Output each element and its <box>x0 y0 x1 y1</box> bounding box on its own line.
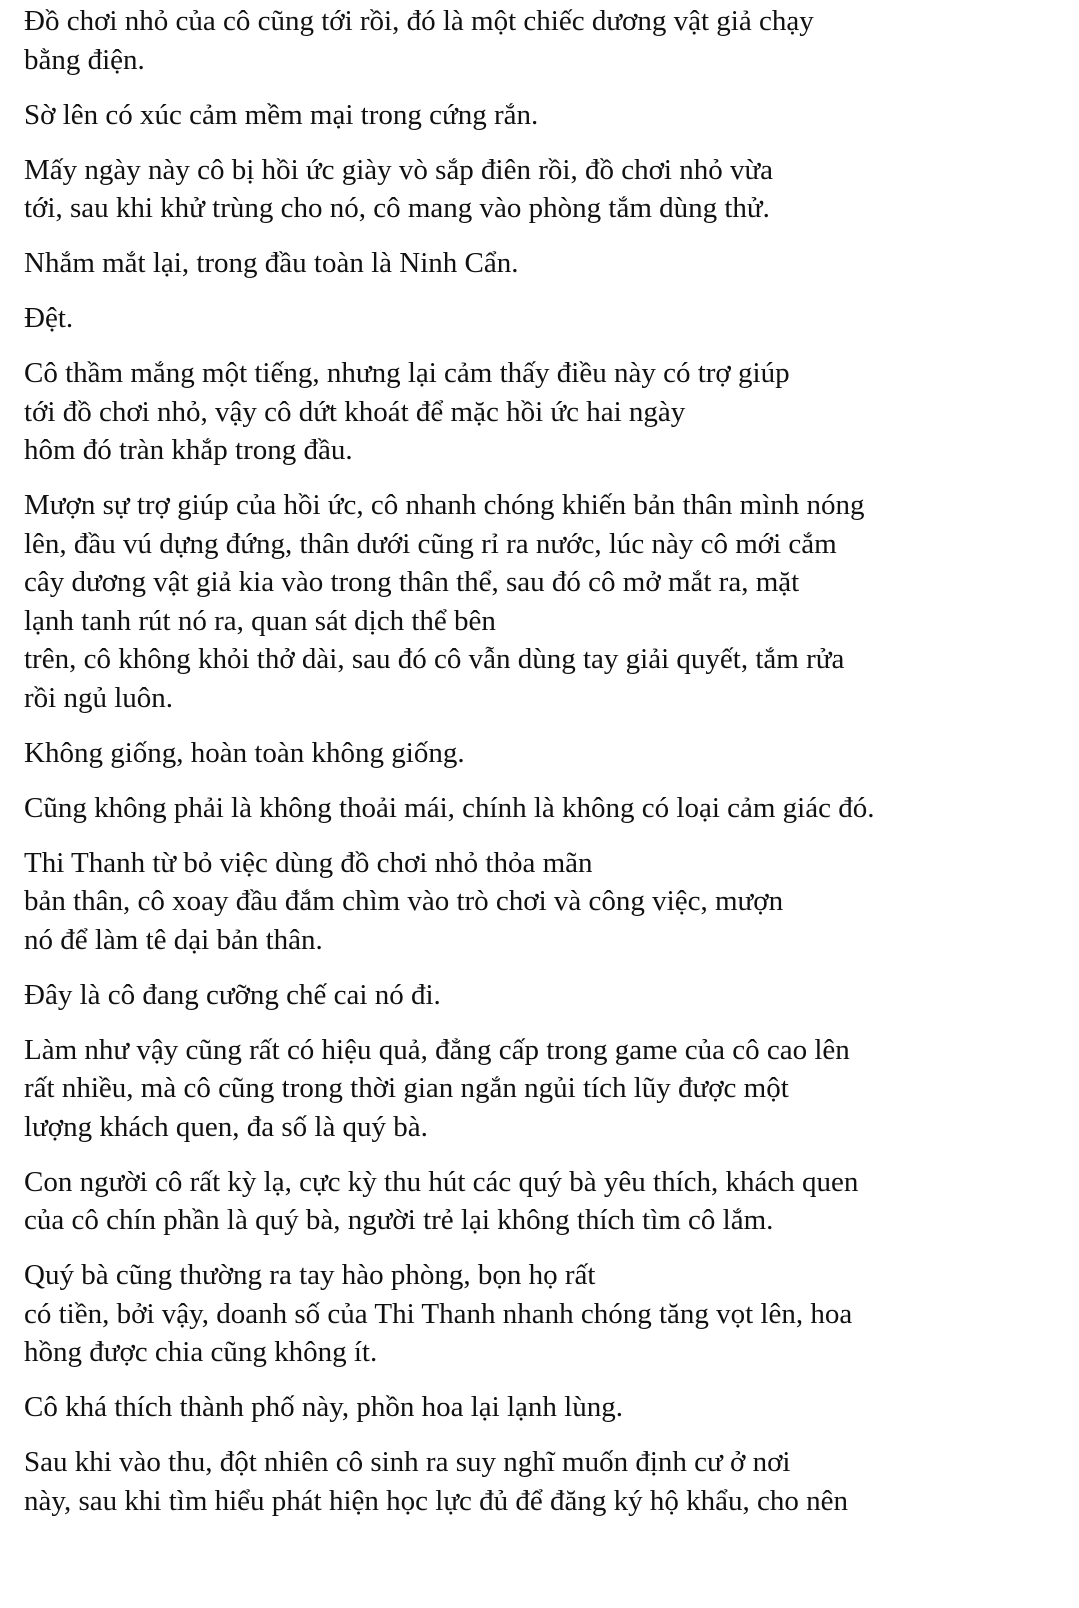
text-line: cây dương vật giả kia vào trong thân thể, sau đó cô mở mắt ra, mặt <box>24 566 800 598</box>
paragraph-5 <box>24 299 1079 338</box>
text-line: Đồ chơi nhỏ của cô cũng tới rồi, đó là một chiếc dương vật giả chạy <box>24 5 814 37</box>
text-line: Mấy ngày này cô bị hồi ức giày vò sắp điên rồi, đồ chơi nhỏ vừa <box>24 153 774 186</box>
text-line: tới đồ chơi nhỏ, vậy cô dứt khoát để mặc hồi ức hai ngày <box>24 395 686 428</box>
paragraph-7 <box>24 486 1079 717</box>
text-line: bản thân, cô xoay đầu đắm chìm vào trò chơi và công việc, mượn <box>24 885 784 917</box>
paragraph-6 <box>24 354 1079 470</box>
text-line: trên, cô không khỏi thở dài, sau đó cô vẫn dùng tay giải quyết, tắm rửa <box>24 643 845 675</box>
paragraph-10 <box>24 844 1079 960</box>
text-line: tới, sau khi khử trùng cho nó, cô mang vào phòng tắm dùng thử. <box>24 192 770 224</box>
paragraph-1 <box>24 2 1079 79</box>
text-line: Không giống, hoàn toàn không giống. <box>24 736 465 769</box>
paragraph-14 <box>24 1256 1079 1372</box>
paragraph-8 <box>24 734 1079 773</box>
paragraph-11 <box>24 976 1079 1015</box>
paragraph-13 <box>24 1163 1079 1240</box>
text-line: Sau khi vào thu, đột nhiên cô sinh ra suy nghĩ muốn định cư ở nơi <box>24 1446 791 1478</box>
text-line: hồng được chia cũng không ít. <box>24 1336 378 1368</box>
text-line: Con người cô rất kỳ lạ, cực kỳ thu hút các quý bà yêu thích, khách quen <box>24 1165 859 1198</box>
paragraph-3 <box>24 151 1079 228</box>
text-line: này, sau khi tìm hiểu phát hiện học lực đủ để đăng ký hộ khẩu, cho nên <box>24 1484 849 1517</box>
text-line: lượng khách quen, đa số là quý bà. <box>24 1110 428 1143</box>
text-line: có tiền, bởi vậy, doanh số của Thi Thanh nhanh chóng tăng vọt lên, hoa <box>24 1297 853 1330</box>
paragraph-15 <box>24 1388 1079 1427</box>
text-line: Đây là cô đang cưỡng chế cai nó đi. <box>24 978 441 1011</box>
paragraph-9 <box>24 789 1079 828</box>
text-line: Cô khá thích thành phố này, phồn hoa lại lạnh lùng. <box>24 1391 623 1423</box>
text-line: Sờ lên có xúc cảm mềm mại trong cứng rắn. <box>24 98 539 131</box>
text-line: của cô chín phần là quý bà, người trẻ lại không thích tìm cô lắm. <box>24 1204 774 1236</box>
text-line: Làm như vậy cũng rất có hiệu quả, đẳng cấp trong game của cô cao lên <box>24 1033 850 1066</box>
text-line: lạnh tanh rút nó ra, quan sát dịch thể bên <box>24 604 496 637</box>
text-line: hôm đó tràn khắp trong đầu. <box>24 434 353 466</box>
text-line: rồi ngủ luôn. <box>24 681 174 714</box>
text-line: Cũng không phải là không thoải mái, chính là không có loại cảm giác đó. <box>24 791 875 824</box>
paragraph-16 <box>24 1443 1079 1520</box>
paragraph-12 <box>24 1031 1079 1147</box>
text-line: rất nhiều, mà cô cũng trong thời gian ngắn ngủi tích lũy được một <box>24 1072 789 1104</box>
paragraph-4 <box>24 244 1079 283</box>
text-line: lên, đầu vú dựng đứng, thân dưới cũng rỉ ra nước, lúc này cô mới cắm <box>24 527 837 560</box>
paragraph-2 <box>24 96 1079 135</box>
text-line: bằng điện. <box>24 43 145 76</box>
text-line: Cô thầm mắng một tiếng, nhưng lại cảm thấy điều này có trợ giúp <box>24 357 790 389</box>
text-line: Thi Thanh từ bỏ việc dùng đồ chơi nhỏ thỏa mãn <box>24 846 593 879</box>
text-line: Đệt. <box>24 302 74 334</box>
text-line: nó để làm tê dại bản thân. <box>24 923 323 956</box>
text-line: Quý bà cũng thường ra tay hào phòng, bọn họ rất <box>24 1259 596 1291</box>
text-line: Mượn sự trợ giúp của hồi ức, cô nhanh chóng khiến bản thân mình nóng <box>24 489 865 521</box>
text-line: Nhắm mắt lại, trong đầu toàn là Ninh Cẩn. <box>24 247 519 279</box>
